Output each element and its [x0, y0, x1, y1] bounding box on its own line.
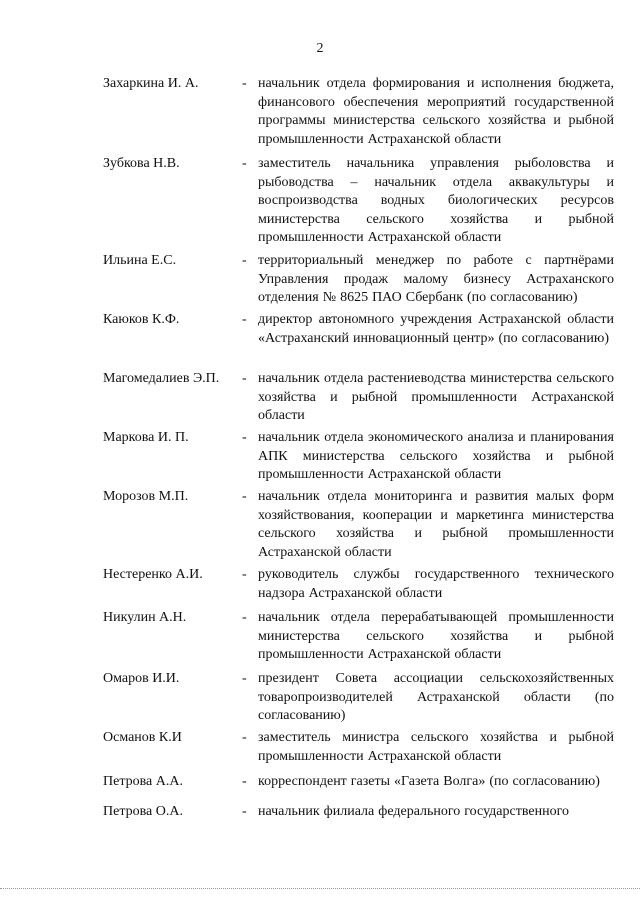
member-name: Османов К.И	[103, 730, 182, 745]
separator-dash: -	[242, 156, 247, 171]
separator-dash: -	[242, 774, 247, 789]
list-item	[0, 773, 640, 803]
member-name: Петрова О.А.	[103, 804, 183, 819]
list-item	[0, 155, 640, 252]
separator-dash: -	[242, 730, 247, 745]
page-number: 2	[316, 41, 324, 56]
member-name: Омаров И.И.	[103, 671, 180, 686]
member-name: Каюков К.Ф.	[103, 312, 180, 327]
member-position: начальник отдела перерабатывающей промышленности министерства сельского хозяйства и рыбной промышленности Астраханской области	[258, 610, 614, 662]
member-name: Зубкова Н.В.	[103, 156, 180, 171]
member-position: начальник отдела экономического анализа и планирования АПК министерства сельского хозяйства и рыбной промышленности Астраханской области	[258, 430, 614, 482]
member-name: Захаркина И. А.	[103, 76, 199, 91]
member-position: территориальный менеджер по работе с партнёрами Управления продаж малому бизнесу Астраханского отделения № 8625 ПАО Сбербанк (по согласованию)	[258, 253, 614, 305]
list-item	[0, 566, 640, 609]
separator-dash: -	[242, 430, 247, 445]
member-position: начальник отдела формирования и исполнения бюджета, финансового обеспечения мероприятий государственной программы министерства сельского хозяйства и рыбной промышленности Астраханской области	[258, 76, 614, 147]
member-name: Никулин А.Н.	[103, 610, 187, 625]
member-name: Морозов М.П.	[103, 489, 189, 504]
member-position: президент Совета ассоциации сельскохозяйственных товаропроизводителей Астраханской области (по согласованию)	[258, 671, 614, 723]
member-position: руководитель службы государственного технического надзора Астраханской области	[258, 567, 614, 601]
member-position: заместитель начальника управления рыболовства и рыбоводства – начальник отдела аквакультуры и воспроизводства водных биологических ресурсов министерства сельского хозяйства и рыбной промышленности Астраханской области	[258, 156, 614, 245]
member-name: Магомедалиев Э.П.	[103, 371, 220, 386]
list-item	[0, 370, 640, 429]
list-item	[0, 609, 640, 670]
member-name: Нестеренко А.И.	[103, 567, 203, 582]
list-item	[0, 252, 640, 311]
list-item	[0, 803, 640, 833]
list-item	[0, 670, 640, 729]
footer-divider	[0, 888, 640, 889]
separator-dash: -	[242, 76, 247, 91]
separator-dash: -	[242, 253, 247, 268]
member-list	[0, 75, 640, 833]
separator-dash: -	[242, 371, 247, 386]
member-name: Маркова И. П.	[103, 430, 189, 445]
list-item	[0, 75, 640, 155]
member-position: корреспондент газеты «Газета Волга» (по согласованию)	[258, 774, 600, 789]
separator-dash: -	[242, 567, 247, 582]
member-position: заместитель министра сельского хозяйства и рыбной промышленности Астраханской области	[258, 730, 614, 764]
member-name: Петрова А.А.	[103, 774, 183, 789]
member-position: директор автономного учреждения Астраханской области «Астраханский инновационный центр» (по согласованию)	[258, 312, 614, 346]
member-position: начальник отдела мониторинга и развития малых форм хозяйствования, кооперации и маркетинга министерства сельского хозяйства и рыбной промышленности Астраханской области	[258, 489, 614, 560]
list-item	[0, 311, 640, 370]
list-item	[0, 429, 640, 488]
separator-dash: -	[242, 489, 247, 504]
separator-dash: -	[242, 312, 247, 327]
list-item	[0, 488, 640, 566]
member-position: начальник отдела растениеводства министерства сельского хозяйства и рыбной промышленности Астраханской области	[258, 371, 614, 423]
separator-dash: -	[242, 804, 247, 819]
separator-dash: -	[242, 671, 247, 686]
list-item	[0, 729, 640, 773]
member-name: Ильина Е.С.	[103, 253, 177, 268]
member-position: начальник филиала федерального государственного	[258, 804, 569, 819]
separator-dash: -	[242, 610, 247, 625]
